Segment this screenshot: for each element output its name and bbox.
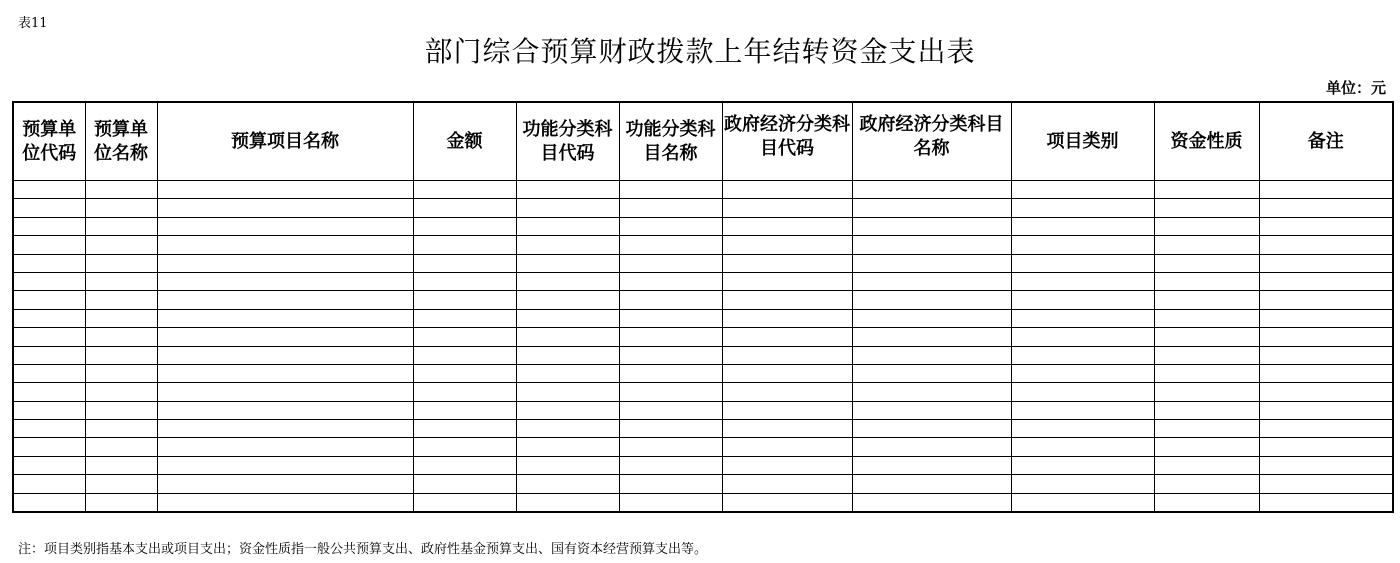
table-cell bbox=[157, 236, 413, 254]
table-cell bbox=[85, 438, 157, 456]
table-cell bbox=[619, 309, 722, 327]
col-header-remarks: 备注 bbox=[1259, 102, 1393, 181]
table-cell bbox=[516, 493, 619, 512]
table-cell bbox=[157, 456, 413, 474]
table-row bbox=[13, 346, 1393, 364]
table-cell bbox=[516, 254, 619, 272]
table-cell bbox=[1259, 236, 1393, 254]
table-cell bbox=[13, 328, 85, 346]
table-cell bbox=[516, 199, 619, 217]
table-cell bbox=[1259, 181, 1393, 199]
table-cell bbox=[722, 493, 852, 512]
table-row bbox=[13, 272, 1393, 290]
table-cell bbox=[1154, 493, 1259, 512]
table-cell bbox=[722, 236, 852, 254]
table-cell bbox=[1259, 291, 1393, 309]
table-cell bbox=[1259, 309, 1393, 327]
table-cell bbox=[1011, 309, 1154, 327]
table-cell bbox=[1259, 475, 1393, 493]
table-cell bbox=[1154, 475, 1259, 493]
table-cell bbox=[157, 272, 413, 290]
table-row bbox=[13, 456, 1393, 474]
table-row bbox=[13, 181, 1393, 199]
table-cell bbox=[85, 291, 157, 309]
table-cell bbox=[1259, 346, 1393, 364]
table-cell bbox=[852, 420, 1011, 438]
table-cell bbox=[157, 309, 413, 327]
table-cell bbox=[85, 181, 157, 199]
table-cell bbox=[1154, 328, 1259, 346]
table-cell bbox=[1154, 272, 1259, 290]
table-cell bbox=[1259, 383, 1393, 401]
table-row bbox=[13, 309, 1393, 327]
table-cell bbox=[413, 456, 516, 474]
table-cell bbox=[13, 493, 85, 512]
table-cell bbox=[1154, 383, 1259, 401]
table-cell bbox=[722, 217, 852, 235]
table-cell bbox=[1154, 346, 1259, 364]
table-cell bbox=[1259, 420, 1393, 438]
table-cell bbox=[852, 346, 1011, 364]
col-header-func-code: 功能分类科目代码 bbox=[516, 102, 619, 181]
table-row bbox=[13, 401, 1393, 419]
table-row bbox=[13, 291, 1393, 309]
table-cell bbox=[13, 364, 85, 382]
table-cell bbox=[852, 493, 1011, 512]
table-cell bbox=[157, 493, 413, 512]
table-cell bbox=[722, 199, 852, 217]
table-cell bbox=[1259, 438, 1393, 456]
table-row bbox=[13, 199, 1393, 217]
table-cell bbox=[13, 199, 85, 217]
table-cell bbox=[1154, 254, 1259, 272]
table-cell bbox=[1259, 328, 1393, 346]
table-number: 表11 bbox=[18, 16, 48, 31]
table-cell bbox=[85, 254, 157, 272]
table-cell bbox=[13, 475, 85, 493]
table-cell bbox=[85, 456, 157, 474]
table-cell bbox=[157, 291, 413, 309]
table-cell bbox=[852, 364, 1011, 382]
table-cell bbox=[722, 401, 852, 419]
table-cell bbox=[1011, 291, 1154, 309]
table-cell bbox=[1011, 401, 1154, 419]
table-cell bbox=[852, 181, 1011, 199]
table-cell bbox=[413, 254, 516, 272]
table-cell bbox=[1154, 401, 1259, 419]
table-cell bbox=[619, 328, 722, 346]
table-cell bbox=[13, 438, 85, 456]
header-row bbox=[13, 102, 1393, 181]
table-cell bbox=[85, 346, 157, 364]
table-cell bbox=[157, 254, 413, 272]
table-cell bbox=[852, 199, 1011, 217]
table-cell bbox=[516, 328, 619, 346]
table-row bbox=[13, 493, 1393, 512]
table-cell bbox=[852, 236, 1011, 254]
table-cell bbox=[1011, 236, 1154, 254]
table-cell bbox=[413, 438, 516, 456]
table-row bbox=[13, 420, 1393, 438]
table-cell bbox=[722, 181, 852, 199]
table-cell bbox=[516, 346, 619, 364]
unit-label: 单位：元 bbox=[1325, 79, 1386, 97]
table-cell bbox=[1259, 272, 1393, 290]
table-cell bbox=[85, 309, 157, 327]
table-cell bbox=[516, 420, 619, 438]
table-cell bbox=[619, 254, 722, 272]
table-cell bbox=[516, 272, 619, 290]
table-cell bbox=[13, 383, 85, 401]
table-cell bbox=[619, 401, 722, 419]
table-cell bbox=[1259, 199, 1393, 217]
table-cell bbox=[13, 236, 85, 254]
table-cell bbox=[516, 309, 619, 327]
table-cell bbox=[722, 346, 852, 364]
table-cell bbox=[13, 309, 85, 327]
table-cell bbox=[722, 456, 852, 474]
table-cell bbox=[1011, 328, 1154, 346]
table-cell bbox=[157, 199, 413, 217]
table-row bbox=[13, 364, 1393, 382]
table-cell bbox=[157, 328, 413, 346]
col-header-unit-name: 预算单位名称 bbox=[85, 102, 157, 181]
table-cell bbox=[619, 199, 722, 217]
table-cell bbox=[85, 493, 157, 512]
table-cell bbox=[1011, 272, 1154, 290]
table-cell bbox=[619, 420, 722, 438]
table-cell bbox=[1011, 217, 1154, 235]
table-cell bbox=[1259, 217, 1393, 235]
table-cell bbox=[157, 475, 413, 493]
table-cell bbox=[13, 456, 85, 474]
table-cell bbox=[852, 217, 1011, 235]
col-header-amount: 金额 bbox=[413, 102, 516, 181]
table-cell bbox=[852, 254, 1011, 272]
table-cell bbox=[722, 420, 852, 438]
table-cell bbox=[413, 199, 516, 217]
table-cell bbox=[157, 346, 413, 364]
table-cell bbox=[413, 309, 516, 327]
table-cell bbox=[619, 217, 722, 235]
table-cell bbox=[619, 346, 722, 364]
table-cell bbox=[722, 309, 852, 327]
table-cell bbox=[1259, 254, 1393, 272]
table-cell bbox=[85, 383, 157, 401]
table-cell bbox=[1154, 236, 1259, 254]
table-cell bbox=[85, 364, 157, 382]
table-cell bbox=[1011, 475, 1154, 493]
table-cell bbox=[722, 364, 852, 382]
table-cell bbox=[1011, 181, 1154, 199]
table-cell bbox=[413, 346, 516, 364]
table-cell bbox=[1154, 217, 1259, 235]
table-cell bbox=[1154, 364, 1259, 382]
table-cell bbox=[413, 291, 516, 309]
table-cell bbox=[619, 383, 722, 401]
table-cell bbox=[722, 475, 852, 493]
table-cell bbox=[852, 272, 1011, 290]
col-header-unit-code: 预算单位代码 bbox=[13, 102, 85, 181]
table-cell bbox=[413, 272, 516, 290]
table-cell bbox=[852, 383, 1011, 401]
page-title: 部门综合预算财政拨款上年结转资金支出表 bbox=[424, 35, 976, 68]
table-cell bbox=[157, 364, 413, 382]
table-cell bbox=[852, 456, 1011, 474]
col-header-econ-name: 政府经济分类科目名称 bbox=[852, 102, 1011, 181]
table-cell bbox=[619, 181, 722, 199]
table-cell bbox=[85, 199, 157, 217]
table-cell bbox=[516, 438, 619, 456]
table-row bbox=[13, 475, 1393, 493]
table-cell bbox=[85, 328, 157, 346]
table-cell bbox=[516, 217, 619, 235]
table-cell bbox=[1011, 438, 1154, 456]
table-cell bbox=[1011, 420, 1154, 438]
col-header-econ-code: 政府经济分类科目代码 bbox=[722, 102, 852, 181]
table-cell bbox=[852, 438, 1011, 456]
col-header-func-name: 功能分类科目名称 bbox=[619, 102, 722, 181]
table-cell bbox=[619, 236, 722, 254]
table-cell bbox=[722, 328, 852, 346]
table-cell bbox=[1154, 181, 1259, 199]
table-cell bbox=[413, 364, 516, 382]
table-cell bbox=[516, 401, 619, 419]
table-cell bbox=[1011, 346, 1154, 364]
table-row bbox=[13, 328, 1393, 346]
table-cell bbox=[619, 291, 722, 309]
table-cell bbox=[13, 217, 85, 235]
table-cell bbox=[516, 456, 619, 474]
table-row bbox=[13, 217, 1393, 235]
table-cell bbox=[722, 254, 852, 272]
table-cell bbox=[85, 420, 157, 438]
table-cell bbox=[157, 401, 413, 419]
table-cell bbox=[852, 401, 1011, 419]
table-cell bbox=[619, 456, 722, 474]
table-cell bbox=[85, 236, 157, 254]
table-cell bbox=[722, 383, 852, 401]
table-cell bbox=[619, 272, 722, 290]
footnote: 注：项目类别指基本支出或项目支出；资金性质指一般公共预算支出、政府性基金预算支出、国有资本经营预算支出等。 bbox=[18, 542, 708, 557]
table-cell bbox=[516, 383, 619, 401]
col-header-project-type: 项目类别 bbox=[1011, 102, 1154, 181]
table-cell bbox=[413, 328, 516, 346]
table-cell bbox=[413, 236, 516, 254]
table-cell bbox=[516, 236, 619, 254]
table-cell bbox=[619, 364, 722, 382]
table-cell bbox=[1154, 309, 1259, 327]
table-cell bbox=[722, 291, 852, 309]
table-cell bbox=[1259, 364, 1393, 382]
table-cell bbox=[722, 438, 852, 456]
table-cell bbox=[413, 475, 516, 493]
table-cell bbox=[13, 272, 85, 290]
table-cell bbox=[516, 364, 619, 382]
table-cell bbox=[722, 272, 852, 290]
table-cell bbox=[13, 401, 85, 419]
table-cell bbox=[619, 475, 722, 493]
table-cell bbox=[1154, 199, 1259, 217]
table-cell bbox=[1259, 401, 1393, 419]
table-cell bbox=[1011, 254, 1154, 272]
table-cell bbox=[413, 420, 516, 438]
table-cell bbox=[1011, 456, 1154, 474]
table-cell bbox=[13, 181, 85, 199]
table-cell bbox=[1011, 383, 1154, 401]
table-body bbox=[13, 181, 1393, 513]
table-cell bbox=[157, 383, 413, 401]
table-cell bbox=[1154, 291, 1259, 309]
table-cell bbox=[1011, 199, 1154, 217]
table-cell bbox=[85, 401, 157, 419]
table-cell bbox=[413, 383, 516, 401]
table-row bbox=[13, 236, 1393, 254]
table-cell bbox=[85, 475, 157, 493]
col-header-project-name: 预算项目名称 bbox=[157, 102, 413, 181]
table-cell bbox=[157, 181, 413, 199]
table-cell bbox=[157, 438, 413, 456]
table-cell bbox=[619, 493, 722, 512]
table-cell bbox=[619, 438, 722, 456]
table-cell bbox=[1259, 493, 1393, 512]
col-header-fund-nature: 资金性质 bbox=[1154, 102, 1259, 181]
table-cell bbox=[1154, 438, 1259, 456]
table-cell bbox=[413, 493, 516, 512]
table-cell bbox=[413, 181, 516, 199]
table-cell bbox=[852, 328, 1011, 346]
table-cell bbox=[1259, 456, 1393, 474]
budget-table bbox=[12, 101, 1394, 513]
table-cell bbox=[413, 401, 516, 419]
table-cell bbox=[85, 217, 157, 235]
table-cell bbox=[413, 217, 516, 235]
table-row bbox=[13, 254, 1393, 272]
table-cell bbox=[1154, 420, 1259, 438]
table-cell bbox=[13, 291, 85, 309]
table-cell bbox=[13, 254, 85, 272]
table-row bbox=[13, 438, 1393, 456]
table-cell bbox=[852, 309, 1011, 327]
table-cell bbox=[13, 420, 85, 438]
table-cell bbox=[157, 217, 413, 235]
table-cell bbox=[852, 291, 1011, 309]
table-cell bbox=[157, 420, 413, 438]
table-row bbox=[13, 383, 1393, 401]
table-cell bbox=[1011, 493, 1154, 512]
table-cell bbox=[1011, 364, 1154, 382]
table-cell bbox=[516, 181, 619, 199]
table-cell bbox=[852, 475, 1011, 493]
table-cell bbox=[13, 346, 85, 364]
table-cell bbox=[1154, 456, 1259, 474]
table-cell bbox=[516, 475, 619, 493]
table-cell bbox=[85, 272, 157, 290]
table-cell bbox=[516, 291, 619, 309]
